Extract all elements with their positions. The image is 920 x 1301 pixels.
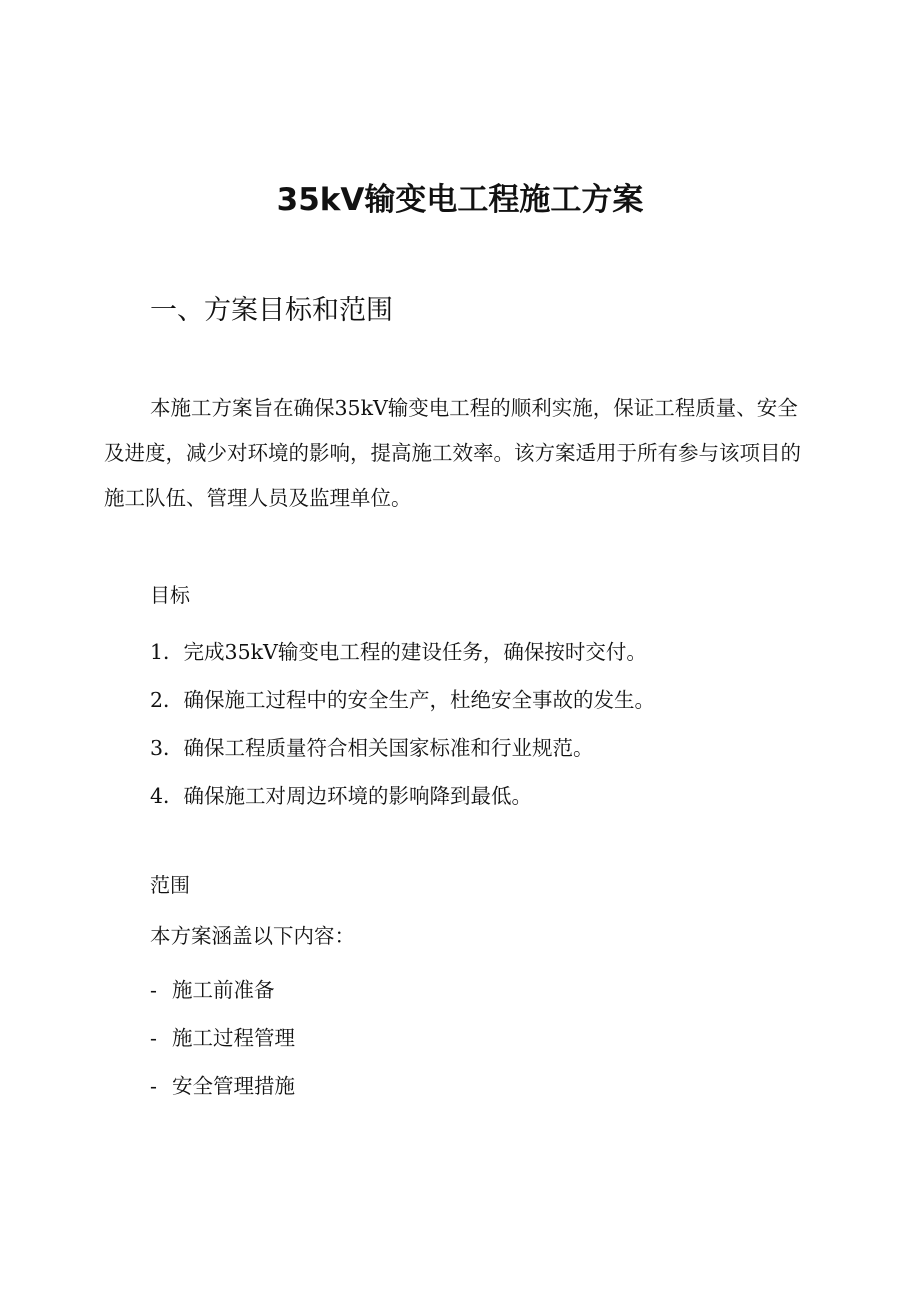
scope-intro: 本方案涵盖以下内容：	[150, 924, 355, 948]
scope-item-label: 安全管理措施	[172, 1074, 295, 1098]
dash-bullet: -	[150, 978, 157, 1002]
scope-item-label: 施工前准备	[172, 978, 275, 1002]
dash-bullet: -	[150, 1074, 157, 1098]
scope-heading: 范围	[150, 873, 190, 897]
document-title: 35kV输变电工程施工方案	[276, 182, 644, 218]
intro-paragraph: 本施工方案旨在确保35kV输变电工程的顺利实施，保证工程质量、安全及进度，减少对环境的影响，提高施工效率。该方案适用于所有参与该项目的施工队伍、管理人员及监理单位。	[104, 396, 801, 510]
goals-heading: 目标	[150, 583, 190, 607]
section-heading: 一、方案目标和范围	[150, 295, 393, 326]
scope-list	[150, 966, 295, 1110]
goal-item: 4．确保施工对周边环境的影响降到最低。	[150, 784, 533, 808]
scope-item	[150, 1062, 295, 1110]
scope-item	[150, 1014, 295, 1062]
dash-bullet: -	[150, 1026, 157, 1050]
scope-item-label: 施工过程管理	[172, 1026, 295, 1050]
goals-list	[150, 628, 655, 820]
goal-item: 2．确保施工过程中的安全生产，杜绝安全事故的发生。	[150, 688, 656, 712]
goal-item: 3．确保工程质量符合相关国家标准和行业规范。	[150, 736, 594, 760]
goal-item: 1．完成35kV输变电工程的建设任务，确保按时交付。	[150, 640, 647, 664]
scope-item	[150, 966, 295, 1014]
